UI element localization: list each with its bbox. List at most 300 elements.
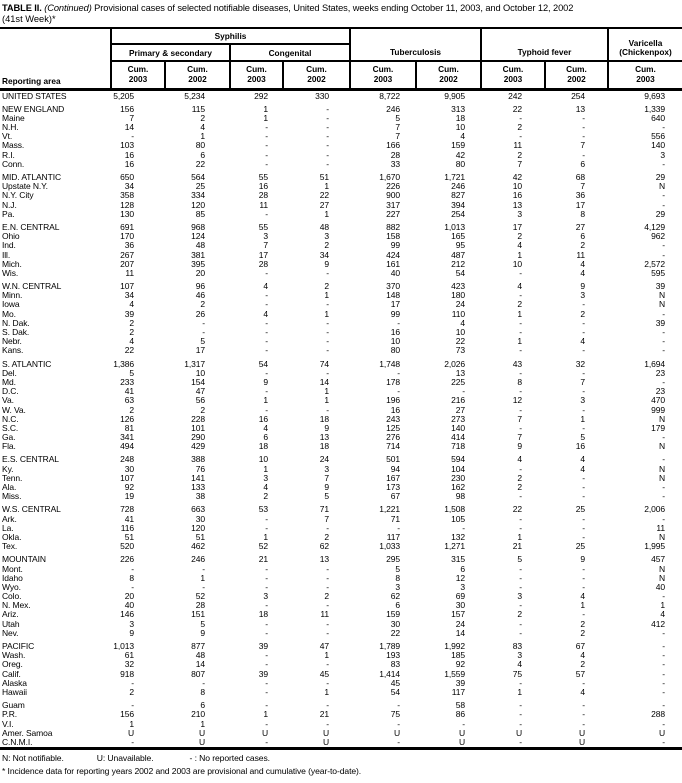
value-cell: - <box>131 131 134 142</box>
reporting-area-cell: Tenn. <box>2 472 23 483</box>
value-cell: 18 <box>258 441 268 452</box>
value-cell: 124 <box>191 231 205 242</box>
value-cell: 36 <box>575 190 585 201</box>
value-cell: 9 <box>517 441 522 452</box>
value-cell: 3 <box>517 650 522 661</box>
value-cell: - <box>582 522 585 533</box>
value-cell: - <box>519 267 522 278</box>
value-cell: - <box>662 336 665 347</box>
reporting-area-cell: Utah <box>2 618 20 629</box>
value-cell: 55 <box>258 221 268 232</box>
value-cell: 62 <box>390 591 400 602</box>
value-cell: - <box>519 317 522 328</box>
value-cell: - <box>662 718 665 729</box>
value-cell: 159 <box>386 609 400 620</box>
value-cell: 158 <box>386 231 400 242</box>
table-section <box>0 360 682 452</box>
value-cell: 58 <box>455 700 465 711</box>
value-cell: 110 <box>451 308 465 319</box>
value-cell: - <box>519 112 522 123</box>
value-cell: 22 <box>390 627 400 638</box>
cum-header-2: Cum. 2002 <box>164 62 229 88</box>
value-cell: - <box>519 422 522 433</box>
value-cell: 10 <box>455 327 465 337</box>
value-cell: 457 <box>651 554 665 565</box>
value-cell: 2 <box>517 122 522 133</box>
value-cell: 5 <box>395 112 400 123</box>
reporting-area-cell: S. Dak. <box>2 327 30 337</box>
reporting-area-cell: Del. <box>2 367 17 378</box>
value-cell: 1 <box>324 208 329 219</box>
value-cell: 120 <box>191 199 205 210</box>
value-cell: 98 <box>455 491 465 502</box>
value-cell: - <box>662 700 665 711</box>
value-cell: 3 <box>580 290 585 301</box>
value-cell: - <box>662 199 665 210</box>
reporting-area-cell: Minn. <box>2 290 23 301</box>
value-cell: - <box>662 641 665 651</box>
value-cell: 341 <box>120 432 134 443</box>
value-cell: 1 <box>517 686 522 697</box>
value-cell: - <box>582 386 585 397</box>
value-cell: 4 <box>660 609 665 620</box>
value-cell: - <box>662 677 665 688</box>
value-cell: N <box>658 463 665 474</box>
value-cell: 27 <box>455 404 465 415</box>
reporting-area-cell: E.S. CENTRAL <box>2 454 59 465</box>
value-cell: 30 <box>195 513 205 524</box>
value-cell: 14 <box>319 376 329 387</box>
value-cell: 51 <box>195 531 205 542</box>
value-cell: - <box>265 386 268 397</box>
value-cell: 80 <box>195 140 205 151</box>
value-cell: U <box>198 727 205 738</box>
value-cell: - <box>326 112 329 123</box>
value-cell: - <box>582 513 585 524</box>
value-cell: 412 <box>651 618 665 629</box>
reporting-area-cell: W.S. CENTRAL <box>2 504 61 515</box>
table-row <box>0 319 682 328</box>
value-cell: 25 <box>575 504 585 515</box>
value-cell: - <box>662 650 665 661</box>
value-cell: 424 <box>386 249 400 260</box>
value-cell: 8 <box>200 686 205 697</box>
value-cell: 68 <box>575 172 585 182</box>
value-cell: 156 <box>120 709 134 720</box>
value-cell: 968 <box>191 221 205 232</box>
value-cell: 12 <box>455 572 465 583</box>
value-cell: 75 <box>512 668 522 679</box>
value-cell: 148 <box>386 290 400 301</box>
value-cell: 154 <box>191 376 205 387</box>
table-row <box>0 701 682 710</box>
reporting-area-cell: S.C. <box>2 422 19 433</box>
value-cell: 180 <box>451 290 465 301</box>
value-cell: - <box>202 327 205 337</box>
value-cell: 394 <box>451 199 465 210</box>
value-cell: - <box>326 367 329 378</box>
value-cell: - <box>326 618 329 629</box>
value-cell: 18 <box>319 413 329 424</box>
table-row <box>0 574 682 583</box>
reporting-area-cell: Nev. <box>2 627 19 638</box>
value-cell: 1 <box>324 395 329 406</box>
value-cell: 2 <box>517 231 522 242</box>
value-cell: 4 <box>517 240 522 251</box>
value-cell: 47 <box>195 386 205 397</box>
value-cell: 2 <box>517 482 522 492</box>
table-section <box>0 282 682 356</box>
value-cell: 9 <box>580 281 585 292</box>
value-cell: 21 <box>512 541 522 552</box>
value-cell: 94 <box>390 463 400 474</box>
value-cell: - <box>326 700 329 711</box>
value-cell: 9 <box>200 627 205 638</box>
value-cell: 28 <box>195 600 205 611</box>
value-cell: 54 <box>390 686 400 697</box>
value-cell: 556 <box>651 131 665 142</box>
value-cell: 25 <box>575 541 585 552</box>
value-cell: 20 <box>124 591 134 602</box>
value-cell: - <box>265 336 268 347</box>
value-cell: 273 <box>451 413 465 424</box>
value-cell: 10 <box>390 336 400 347</box>
value-cell: N <box>658 441 665 452</box>
table-row <box>0 105 682 114</box>
value-cell: - <box>265 299 268 310</box>
value-cell: - <box>582 327 585 337</box>
value-cell: 1,221 <box>379 504 400 515</box>
value-cell: 42 <box>455 149 465 160</box>
value-cell: 73 <box>455 345 465 356</box>
value-cell: 494 <box>120 441 134 452</box>
value-cell: 4 <box>129 336 134 347</box>
value-cell: 358 <box>120 190 134 201</box>
table-row <box>0 442 682 451</box>
value-cell: 28 <box>390 149 400 160</box>
value-cell: 54 <box>258 358 268 369</box>
value-cell: 76 <box>195 463 205 474</box>
value-cell: 7 <box>324 513 329 524</box>
value-cell: - <box>326 718 329 729</box>
value-cell: 1 <box>517 531 522 542</box>
value-cell: 18 <box>258 609 268 620</box>
value-cell: 39 <box>655 317 665 328</box>
value-cell: 3 <box>324 463 329 474</box>
value-cell: - <box>582 563 585 574</box>
value-cell: 4 <box>460 317 465 328</box>
value-cell: 48 <box>195 240 205 251</box>
table-row <box>0 337 682 346</box>
value-cell: 11 <box>513 140 522 151</box>
value-cell: - <box>462 522 465 533</box>
value-cell: 28 <box>258 258 268 269</box>
value-cell: - <box>519 563 522 574</box>
reporting-area-cell: N. Dak. <box>2 317 30 328</box>
value-cell: 4 <box>200 122 205 133</box>
value-cell: 246 <box>191 554 205 565</box>
value-cell: 67 <box>390 491 400 502</box>
reporting-area-cell: Mass. <box>2 140 25 151</box>
value-cell: 4 <box>580 650 585 661</box>
table-title-text: Provisional cases of selected notifiable diseases, United States, weeks ending October 11, 2003, and October 12, 2002 <box>91 3 574 13</box>
value-cell: 317 <box>386 199 400 210</box>
value-cell: 330 <box>315 90 329 101</box>
value-cell: 827 <box>451 190 465 201</box>
value-cell: 25 <box>195 181 205 192</box>
reporting-area-cell: Colo. <box>2 591 22 602</box>
value-cell: - <box>582 131 585 142</box>
value-cell: U <box>322 727 329 738</box>
value-cell: 71 <box>319 504 329 515</box>
value-cell: 62 <box>319 541 329 552</box>
value-cell: 1 <box>263 709 268 720</box>
value-cell: 53 <box>258 504 268 515</box>
value-cell: - <box>519 581 522 592</box>
value-cell: - <box>662 513 665 524</box>
value-cell: 2 <box>580 627 585 638</box>
value-cell: 1,508 <box>444 504 465 515</box>
value-cell: - <box>265 736 268 747</box>
reporting-area-cell: N.C. <box>2 413 19 424</box>
value-cell: 334 <box>191 190 205 201</box>
value-cell: 4 <box>263 281 268 292</box>
value-cell: 2,026 <box>444 358 465 369</box>
value-cell: N <box>658 472 665 483</box>
reporting-area-cell: Ark. <box>2 513 17 524</box>
value-cell: 212 <box>451 258 465 269</box>
reporting-area-cell: Ala. <box>2 482 17 492</box>
value-cell: 80 <box>390 345 400 356</box>
value-cell: - <box>582 122 585 133</box>
value-cell: 3 <box>517 208 522 219</box>
value-cell: 1 <box>324 181 329 192</box>
value-cell: 877 <box>191 641 205 651</box>
value-cell: - <box>131 581 134 592</box>
value-cell: - <box>519 290 522 301</box>
value-cell: 9 <box>129 627 134 638</box>
value-cell: - <box>519 736 522 747</box>
value-cell: - <box>662 736 665 747</box>
value-cell: 1,721 <box>444 172 465 182</box>
value-cell: 462 <box>191 541 205 552</box>
table-header <box>0 27 682 91</box>
value-cell: U <box>127 727 134 738</box>
value-cell: - <box>397 367 400 378</box>
footnote-not-notifiable: N: Not notifiable. <box>2 753 64 764</box>
value-cell: U <box>578 727 585 738</box>
value-cell: N <box>658 531 665 542</box>
value-cell: 248 <box>120 454 134 465</box>
value-cell: - <box>326 267 329 278</box>
value-cell: 22 <box>124 345 134 356</box>
value-cell: 178 <box>386 376 400 387</box>
value-cell: - <box>265 367 268 378</box>
value-cell: 99 <box>390 308 400 319</box>
value-cell: 20 <box>195 267 205 278</box>
reporting-area-cell: Oreg. <box>2 659 23 670</box>
value-cell: - <box>662 686 665 697</box>
value-cell: 34 <box>319 249 329 260</box>
table-row <box>0 141 682 150</box>
value-cell: - <box>131 563 134 574</box>
table-row <box>0 688 682 697</box>
value-cell: - <box>326 299 329 310</box>
table-row <box>0 670 682 679</box>
value-cell: 290 <box>191 432 205 443</box>
value-cell: - <box>582 581 585 592</box>
value-cell: 117 <box>386 531 400 542</box>
reporting-area-cell: Vt. <box>2 131 13 142</box>
value-cell: 128 <box>120 199 134 210</box>
reporting-area-cell: S. ATLANTIC <box>2 358 52 369</box>
value-cell: 8,722 <box>379 90 400 101</box>
value-cell: 9 <box>324 482 329 492</box>
value-cell: - <box>519 572 522 583</box>
table-row <box>0 542 682 551</box>
value-cell: - <box>582 367 585 378</box>
table-row <box>0 738 682 747</box>
value-cell: 16 <box>575 441 585 452</box>
value-cell: 23 <box>655 386 665 397</box>
table-row <box>0 483 682 492</box>
value-cell: 10 <box>258 454 268 465</box>
table-row <box>0 210 682 219</box>
value-cell: 1,559 <box>444 668 465 679</box>
value-cell: 2 <box>324 281 329 292</box>
value-cell: 156 <box>120 103 134 114</box>
value-cell: 4 <box>517 281 522 292</box>
value-cell: 83 <box>390 659 400 670</box>
value-cell: 8 <box>129 572 134 583</box>
value-cell: 595 <box>651 267 665 278</box>
value-cell: 1,414 <box>379 668 400 679</box>
value-cell: 16 <box>124 158 134 169</box>
value-cell: - <box>582 472 585 483</box>
reporting-area-cell: Ga. <box>2 432 16 443</box>
value-cell: U <box>458 727 465 738</box>
value-cell: 3 <box>263 472 268 483</box>
value-cell: 9 <box>324 422 329 433</box>
value-cell: 51 <box>319 172 329 182</box>
value-cell: 1,789 <box>379 641 400 651</box>
value-cell: 196 <box>386 395 400 406</box>
value-cell: 47 <box>319 641 329 651</box>
value-cell: 3 <box>324 231 329 242</box>
value-cell: - <box>131 677 134 688</box>
value-cell: 1 <box>263 103 268 114</box>
value-cell: 52 <box>195 591 205 602</box>
reporting-area-header: Reporting area <box>2 75 61 86</box>
value-cell: N <box>658 299 665 310</box>
value-cell: U <box>458 736 465 747</box>
value-cell: 11 <box>656 522 665 533</box>
value-cell: 6 <box>200 149 205 160</box>
reporting-area-cell: Ariz. <box>2 609 19 620</box>
value-cell: 86 <box>455 709 465 720</box>
value-cell: 1,317 <box>184 358 205 369</box>
value-cell: 242 <box>508 90 522 101</box>
value-cell: - <box>265 140 268 151</box>
value-cell: - <box>202 317 205 328</box>
table-row <box>0 710 682 719</box>
value-cell: 4 <box>517 659 522 670</box>
value-cell: - <box>265 345 268 356</box>
value-cell: 6 <box>200 700 205 711</box>
value-cell: U <box>658 727 665 738</box>
value-cell: 388 <box>191 454 205 465</box>
value-cell: 4 <box>580 591 585 602</box>
value-cell: 243 <box>386 413 400 424</box>
value-cell: - <box>582 317 585 328</box>
value-cell: 1,013 <box>113 641 134 651</box>
value-cell: 1,339 <box>644 103 665 114</box>
value-cell: 193 <box>386 650 400 661</box>
reporting-area-cell: Guam <box>2 700 25 711</box>
value-cell: - <box>397 317 400 328</box>
reporting-area-cell: W. Va. <box>2 404 26 415</box>
value-cell: 1,386 <box>113 358 134 369</box>
reporting-area-cell: N.H. <box>2 122 19 133</box>
value-cell: 30 <box>390 618 400 629</box>
value-cell: 2 <box>200 404 205 415</box>
reporting-area-cell: MID. ATLANTIC <box>2 172 61 182</box>
value-cell: - <box>326 158 329 169</box>
table-row <box>0 378 682 387</box>
value-cell: - <box>582 112 585 123</box>
value-cell: 167 <box>386 472 400 483</box>
reporting-area-cell: Okla. <box>2 531 22 542</box>
value-cell: 7 <box>517 432 522 443</box>
value-cell: 13 <box>455 367 465 378</box>
value-cell: 27 <box>319 199 329 210</box>
value-cell: 39 <box>258 668 268 679</box>
value-cell: - <box>326 659 329 670</box>
value-cell: 21 <box>258 554 268 565</box>
value-cell: 40 <box>124 600 134 611</box>
value-cell: 962 <box>651 231 665 242</box>
value-cell: 34 <box>124 181 134 192</box>
value-cell: - <box>519 131 522 142</box>
value-cell: 2 <box>200 112 205 123</box>
value-cell: - <box>662 376 665 387</box>
value-cell: 718 <box>451 441 465 452</box>
value-cell: - <box>265 404 268 415</box>
value-cell: 125 <box>386 422 400 433</box>
value-cell: - <box>265 158 268 169</box>
value-cell: 423 <box>451 281 465 292</box>
value-cell: - <box>326 131 329 142</box>
value-cell: 2 <box>129 327 134 337</box>
table-title-number: TABLE II. <box>2 3 45 13</box>
value-cell: 21 <box>319 709 329 720</box>
value-cell: 7 <box>580 140 585 151</box>
value-cell: - <box>326 345 329 356</box>
value-cell: 16 <box>512 190 522 201</box>
reporting-area-cell: Pa. <box>2 208 15 219</box>
value-cell: - <box>662 327 665 337</box>
value-cell: 52 <box>258 541 268 552</box>
value-cell: - <box>326 336 329 347</box>
value-cell: - <box>662 627 665 638</box>
value-cell: 2 <box>324 240 329 251</box>
value-cell: - <box>265 522 268 533</box>
primary-secondary-header: Primary & secondary <box>110 45 229 62</box>
value-cell: - <box>265 317 268 328</box>
value-cell: - <box>326 627 329 638</box>
value-cell: 16 <box>390 327 400 337</box>
table-row <box>0 291 682 300</box>
